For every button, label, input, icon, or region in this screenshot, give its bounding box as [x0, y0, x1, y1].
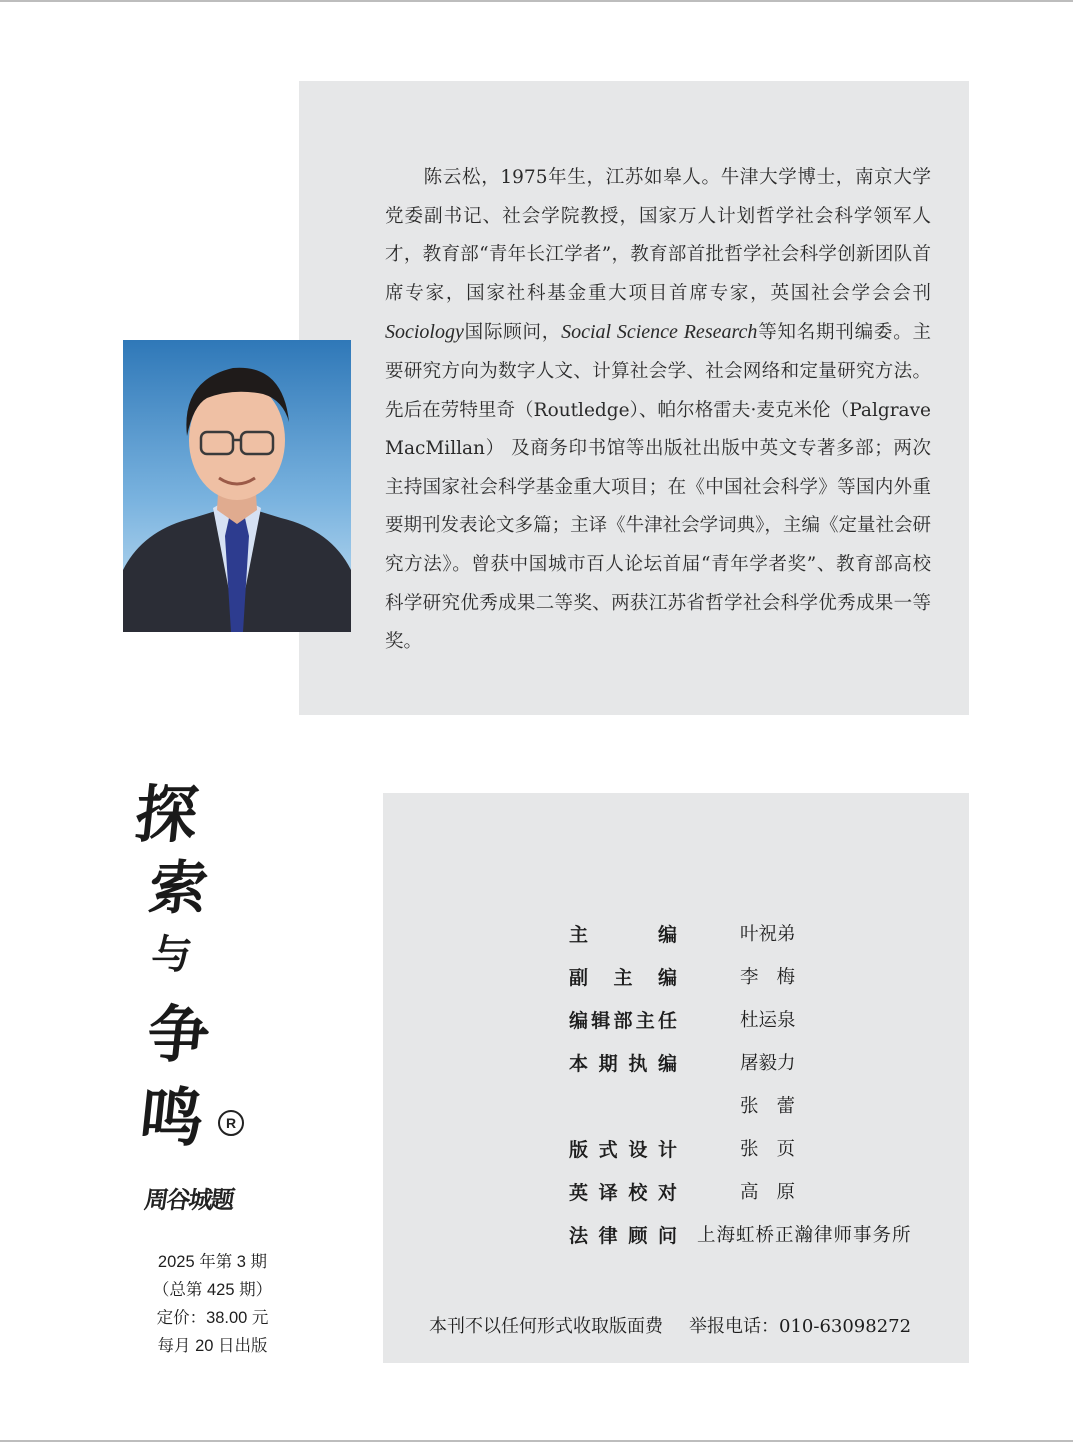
calligrapher-signature: 周谷城题 — [142, 1185, 235, 1214]
fee-notice — [429, 1312, 911, 1338]
masthead-char-4: 争 — [143, 998, 214, 1071]
masthead-char-2: 索 — [145, 854, 212, 922]
journal-sociology: Sociology — [385, 321, 464, 344]
bio-text-part-1: 陈云松，1975年生，江苏如皋人。牛津大学博士，南京大学党委副书记、社会学院教授，国家万人计划哲学社会科学领军人才，教育部“青年长江学者”，教育部首批哲学社会科学创新团队首席专家，国家社科基金重大项目首席专家，英国社会学会会刊 — [385, 167, 931, 304]
staff-row — [569, 963, 949, 1006]
staff-role: 法律顾问 — [569, 1225, 677, 1247]
staff-list — [569, 920, 949, 1264]
staff-role: 编辑部主任 — [569, 1010, 677, 1032]
bottom-rule — [0, 1440, 1073, 1442]
bio-text-part-2: 国际顾问， — [463, 322, 562, 344]
masthead-char-3: 与 — [149, 931, 195, 978]
staff-name: 张蕾 — [740, 1096, 814, 1117]
author-bio-text — [385, 159, 931, 662]
journal-masthead — [130, 765, 260, 1156]
issue-year-number: 2025 年第 3 期 — [157, 1253, 268, 1271]
staff-role: 英译校对 — [569, 1182, 677, 1204]
issue-total-number: （总第 425 期） — [152, 1281, 273, 1299]
report-hotline: 举报电话：010-63098272 — [689, 1316, 912, 1337]
issue-price: 定价：38.00 元 — [156, 1309, 269, 1327]
staff-role: 主 编 — [569, 924, 677, 946]
staff-row — [569, 1178, 949, 1221]
editorial-staff-panel — [383, 793, 969, 1363]
staff-name: 叶祝弟 — [740, 924, 796, 945]
staff-row — [569, 1092, 949, 1135]
staff-role: 副 主 编 — [569, 967, 677, 989]
staff-role: 本期执编 — [569, 1053, 677, 1075]
issue-publish-date: 每月 20 日出版 — [157, 1337, 268, 1355]
staff-role: 版式设计 — [569, 1139, 677, 1161]
staff-name: 上海虹桥正瀚律师事务所 — [697, 1225, 912, 1246]
staff-name: 屠毅力 — [740, 1053, 796, 1074]
journal-social-science-research: Social Science Research — [561, 321, 758, 344]
staff-row — [569, 920, 949, 963]
staff-row — [569, 1006, 949, 1049]
author-bio-panel — [299, 81, 969, 715]
staff-name: 张页 — [740, 1139, 814, 1160]
registered-trademark-icon: R — [218, 1110, 244, 1136]
staff-name: 杜运泉 — [740, 1010, 796, 1031]
no-fee-statement: 本刊不以任何形式收取版面费 — [429, 1316, 663, 1337]
masthead-char-5: 鸣 — [135, 1081, 208, 1156]
staff-row — [569, 1049, 949, 1092]
masthead-char-1: 探 — [131, 778, 202, 851]
top-rule — [0, 0, 1073, 2]
issue-info — [140, 1248, 285, 1360]
author-portrait — [123, 340, 351, 632]
bio-text-part-3: 等知名期刊编委。主要研究方向为数字人文、计算社会学、社会网络和定量研究方法。先后在劳特里奇（Routledge）、帕尔格雷夫·麦克米伦（Palgrave MacMillan） 及商务印书馆等出版社出版中英文专著多部；两次主持国家社会科学基金重大项目；在《中国社会科学》等国内外重要期刊发表论文多篇；主译《牛津社会学词典》，主编《定量社会研究方法》。曾获中国城市百人论坛首届“青年学者奖”、教育部高校科学研究优秀成果二等奖、两获江苏省哲学社会科学优秀成果一等奖。 — [385, 322, 931, 653]
staff-row — [569, 1221, 949, 1264]
staff-name: 李梅 — [740, 967, 814, 988]
staff-name: 高原 — [740, 1182, 814, 1203]
staff-row — [569, 1135, 949, 1178]
